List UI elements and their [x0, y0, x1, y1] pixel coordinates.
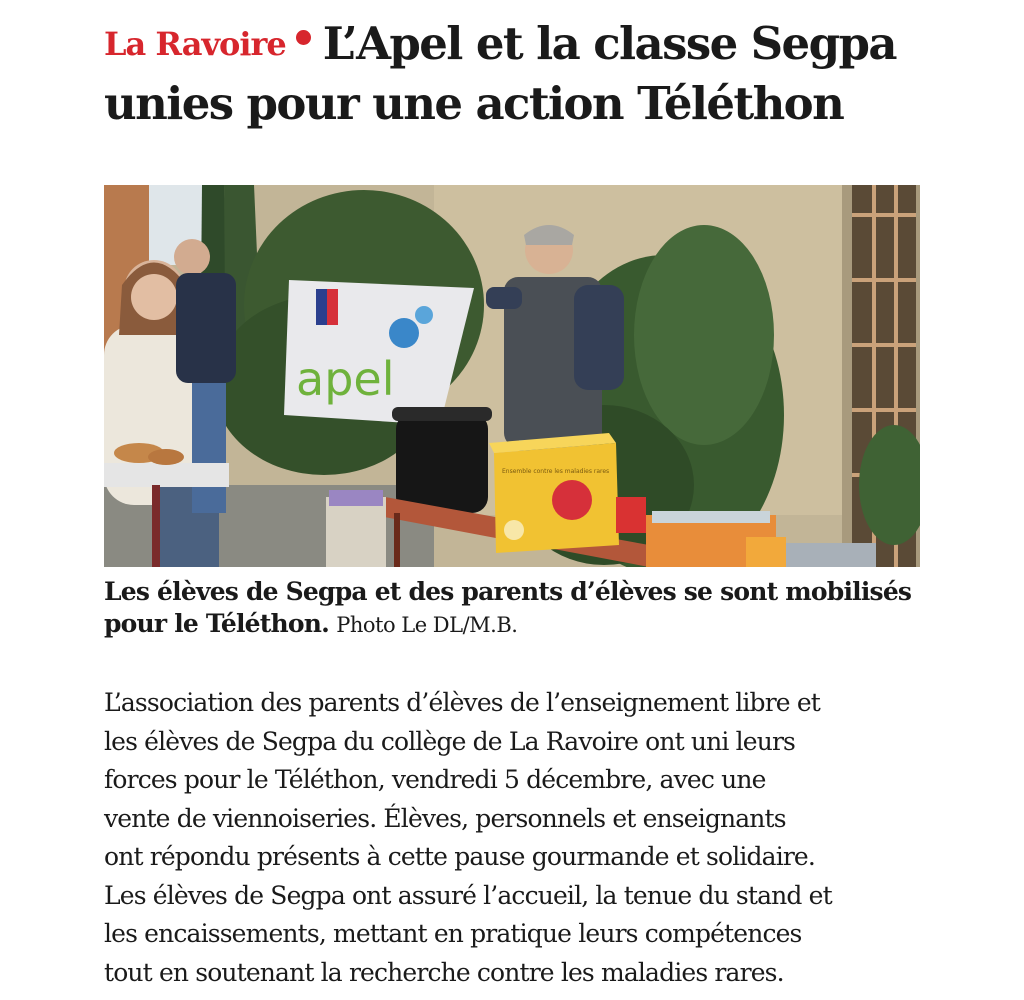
body-line: les élèves de Segpa du collège de La Ravoire ont uni leurs — [104, 726, 796, 756]
kicker-bullet-icon — [296, 30, 311, 45]
photo-credit: Photo Le DL/M.B. — [336, 613, 518, 637]
body-line: vente de viennoiseries. Élèves, personnels et enseignants — [104, 803, 786, 833]
box-telethon-text: Ensemble contre les maladies rares — [502, 468, 610, 475]
photo-caption — [104, 576, 920, 641]
article-header — [104, 14, 920, 134]
body-line: L’association des parents d’élèves de l’enseignement libre et — [104, 688, 820, 717]
body-line: les encaissements, mettant en pratique leurs compétences — [104, 919, 802, 948]
caption-text: Les élèves de Segpa et des parents d’élèves se sont mobilisés pour le Téléthon. — [104, 577, 912, 638]
headline-line-1: L’Apel et la classe Segpa — [322, 17, 896, 70]
headline — [104, 14, 920, 134]
kicker-location: La Ravoire — [104, 25, 286, 63]
body-line: ont répondu présents à cette pause gourmande et solidaire. — [104, 842, 815, 871]
body-line: forces pour le Téléthon, vendredi 5 décembre, avec une — [104, 765, 766, 794]
article-photo — [104, 185, 920, 567]
body-line: tout en soutenant la recherche contre les maladies rares. — [104, 957, 784, 987]
headline-line-2: unies pour une action Téléthon — [104, 77, 844, 130]
body-line: Les élèves de Segpa ont assuré l’accueil, la tenue du stand et — [104, 880, 832, 910]
banner-apel-text: apel — [296, 352, 395, 406]
article-body — [104, 684, 920, 992]
